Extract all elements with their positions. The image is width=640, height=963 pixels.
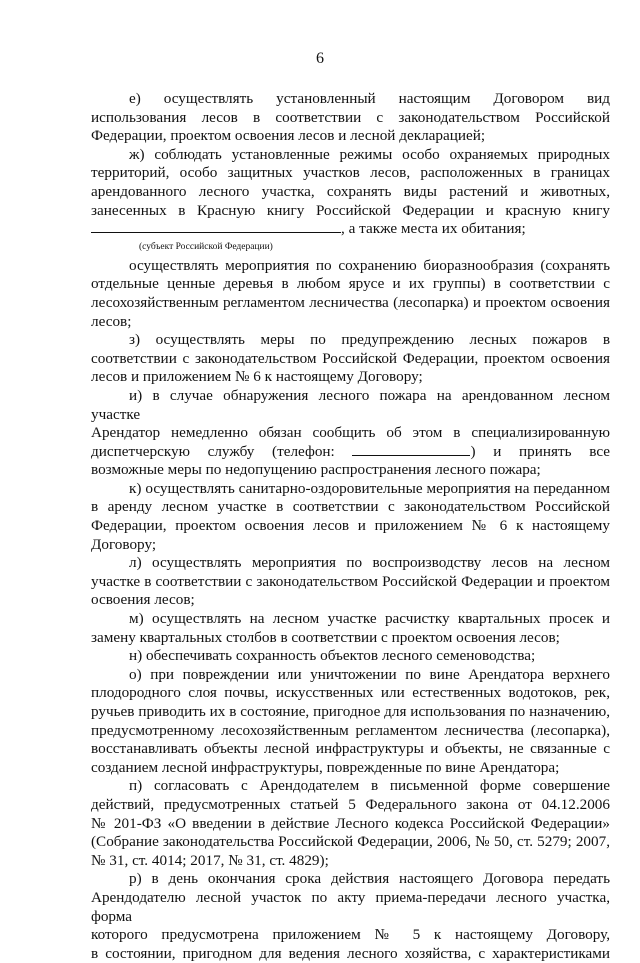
page-number: 6 [316,50,324,67]
text-line: р) в день окончания срока действия настоящего Договора передать [129,870,610,888]
paragraph-z [91,331,610,387]
text-line: в аренду лесном участке в соответствии с законодательством Российской [91,498,610,516]
text-line: ручьев приводить их в состояние, пригодное для использования по назначению, [91,703,610,720]
text-fragment: , а также места их обитания; [341,220,526,238]
text-line: замену квартальных столбов в соответствии с проектом освоения лесов; [91,628,560,646]
paragraph-r [91,870,610,963]
text-line: занесенных в Красную книгу Российской Федерации и красную книгу [91,201,610,219]
text-line: территорий, особо защитных участков лесов, расположенных в границах [91,164,610,182]
text-line: лесохозяйственным регламентом лесничества (лесопарка) и проектом освоения [91,293,610,311]
text-line: Арендатор немедленно обязан сообщить об этом в специализированную [91,424,610,442]
subject-blank-field [91,220,341,233]
text-line: восстанавливать объекты лесной инфраструктуры и объекты, не связанные с [91,740,610,758]
phone-blank-field [352,443,470,456]
text-line: л) осуществлять мероприятия по воспроизводству лесов на лесном [129,554,610,572]
text-line: отдельные ценные деревья в любом ярусе и их группы) в соответствии с [91,275,610,293]
paragraph-l [91,554,610,610]
paragraph-biodiversity [91,257,610,331]
text-line: предусмотренному лесохозяйственным регламентом лесничества (лесопарка), [91,721,610,739]
text-line: ж) соблюдать установленные режимы особо охраняемых природных [129,145,610,163]
text-line: возможные меры по недопущению распространения лесного пожара; [91,461,541,479]
text-line: созданием лесной инфраструктуры, поврежденные по вине Арендатора; [91,758,560,776]
text-fragment: ) и принять все [470,442,611,460]
text-line: в состоянии, пригодном для ведения лесного хозяйства, с характеристиками [91,944,610,962]
paragraph-o [91,666,610,778]
text-line: (Собрание законодательства Российской Федерации, 2006, № 50, ст. 5279; 2007, [91,833,610,851]
text-line [91,443,610,462]
text-line: освоения лесов; [91,591,195,609]
text-line: лесов; [91,312,132,330]
text-line [91,220,610,239]
text-line: действий, предусмотренных статьей 5 Федерального закона от 04.12.2006 [91,795,610,813]
text-line: п) согласовать с Арендодателем в письменной форме совершение [129,777,610,795]
text-line: № 201-ФЗ «О введении в действие Лесного кодекса Российской Федерации» [91,814,610,832]
text-line: к) осуществлять санитарно-оздоровительные мероприятия на переданном [129,479,610,497]
text-line: которого предусмотрена приложением № 5 к настоящему Договору, [91,926,610,944]
text-line: Договору; [91,535,157,553]
text-line: е) осуществлять установленный настоящим Договором вид [129,90,610,107]
paragraph-k [91,480,610,554]
text-line: соответствии с законодательством Российской Федерации, проектом освоения [91,349,610,367]
subject-caption: (субъект Российской Федерации) [139,241,273,252]
text-line: участке в соответствии с законодательством Российской Федерации и проектом [91,572,610,590]
text-line: арендованного лесного участка, сохранять виды растений и животных, [91,182,610,200]
document-body [91,90,610,963]
paragraph-i [91,387,610,480]
paragraph-e [91,90,610,146]
text-line: з) осуществлять меры по предупреждению лесных пожаров в [129,331,610,349]
paragraph-p [91,777,610,870]
text-fragment: диспетчерскую службу (телефон: [91,442,335,460]
paragraph-n [91,647,610,666]
text-line: и) в случае обнаружения лесного пожара на арендованном лесном участке [91,386,610,423]
text-line: Федерации, проектом освоения лесов и приложением № 6 к настоящему [91,517,610,535]
text-line: использования лесов в соответствии с законодательством Российской [91,108,610,126]
text-line: осуществлять мероприятия по сохранению биоразнообразия (сохранять [129,256,610,274]
paragraph-zh [91,146,610,239]
text-line: № 31, ст. 4014; 2017, № 31, ст. 4829); [91,851,329,869]
text-line: м) осуществлять на лесном участке расчистку квартальных просек и [129,610,610,628]
text-line: н) обеспечивать сохранность объектов лесного семеноводства; [129,647,536,665]
text-line: о) при повреждении или уничтожении по вине Арендатора верхнего [129,665,610,683]
paragraph-m [91,610,610,647]
text-line: Арендодателю лесной участок по акту приема-передачи лесного участка, форма [91,888,610,925]
text-line: плодородного слоя почвы, искусственных или естественных водотоков, рек, [91,684,610,702]
text-line: Федерации, проектом освоения лесов и лесной декларацией; [91,127,486,145]
text-line: лесов и приложением № 6 к настоящему Договору; [91,368,423,386]
